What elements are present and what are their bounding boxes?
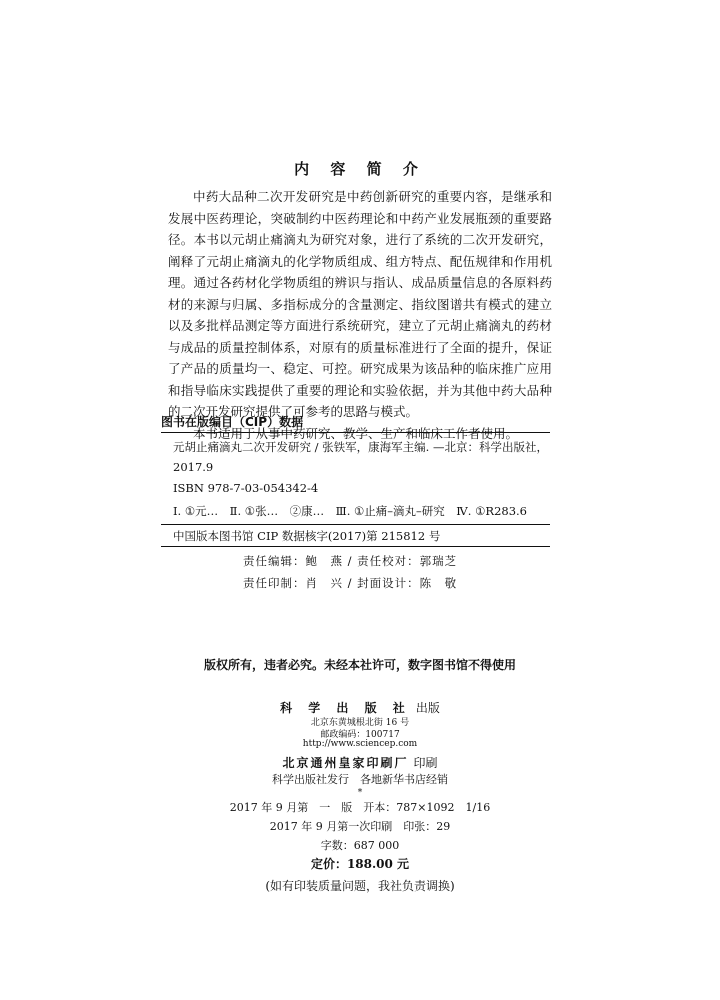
credits-production: 责任印制：肖 兴 / 封面设计：陈 敬 [243,576,458,590]
price-line: 定价：188.00 元 [310,857,410,871]
cip-classification: Ⅰ. ①元… Ⅱ. ①张… ②康… Ⅲ. ①止痛–滴丸–研究 Ⅳ. ①R283.6 [173,504,527,518]
separator-star: * [357,788,363,798]
intro-paragraph: 本书适用于从事中药研究、教学、生产和临床工作者使用。 [193,425,519,441]
intro-body [168,186,552,444]
cip-divider [161,524,550,525]
printer-line [0,752,720,771]
credits-editors: 责任编辑：鲍 燕 / 责任校对：郭瑞芝 [243,554,458,568]
intro-paragraph: 中药大品种二次开发研究是中药创新研究的重要内容，是继承和发展中医药理论，突破制约中医药理论和中药产业发展瓶颈的重要路径。本书以元胡止痛滴丸为研究对象，进行了系统的二次开发研究，阐释了元胡止痛滴丸的化学物质组成、组方特点、配伍规律和作用机理。通过各药材化学物质组的辨识与指认、成品质量信息的各原料药材的来源与归属、多指标成分的含量测定、指纹图谱共有模式的建立以及多批样品测定等方面进行系统研究，建立了元胡止痛滴丸的药材与成品的质量控制体系，对原有的质量标准进行了全面的提升，保证了产品的质量均一、稳定、可控。研究成果为该品种的临床推广应用和指导临床实践提供了重要的理论和实验依据，并为其他中药大品种的二次开发研究提供了可参考的思路与模式。 [168,189,552,419]
cip-box [161,432,550,547]
printer-suffix: 印刷 [413,756,438,770]
publisher-postcode: 邮政编码：100717 [320,730,400,740]
copyright-notice: 版权所有，违者必究。未经本社许可，数字图书馆不得使用 [203,658,516,672]
publisher-address: 北京东黄城根北街 16 号 [310,718,410,728]
cip-date-line: 2017.9 [173,460,214,474]
publisher-suffix: 出版 [415,701,440,715]
quality-note: (如有印装质量问题，我社负责调换) [265,879,455,893]
printer-name: 北京通州皇家印刷厂 [282,756,409,770]
publisher-url: http://www.sciencep.com [302,739,418,749]
edition-line: 2017 年 9 月第 一 版 开本：787×1092 1/16 [229,801,491,814]
cip-isbn: ISBN 978-7-03-054342-4 [173,481,319,495]
printing-line: 2017 年 9 月第一次印刷 印张：29 [269,820,451,833]
wordcount-line: 字数：687 000 [320,839,400,852]
cip-heading: 图书在版编目（CIP）数据 [161,415,304,429]
cip-record: 中国版本图书馆 CIP 数据核字(2017)第 215812 号 [173,529,441,543]
cip-title-line: 元胡止痛滴丸二次开发研究 / 张铁军，康海军主编. —北京：科学出版社， [173,440,548,454]
distribution-line: 科学出版社发行 各地新华书店经销 [272,773,448,786]
intro-title: 内 容 简 介 [294,160,426,178]
publisher-name: 科 学 出 版 社 [280,701,411,715]
publisher-line [0,697,720,716]
